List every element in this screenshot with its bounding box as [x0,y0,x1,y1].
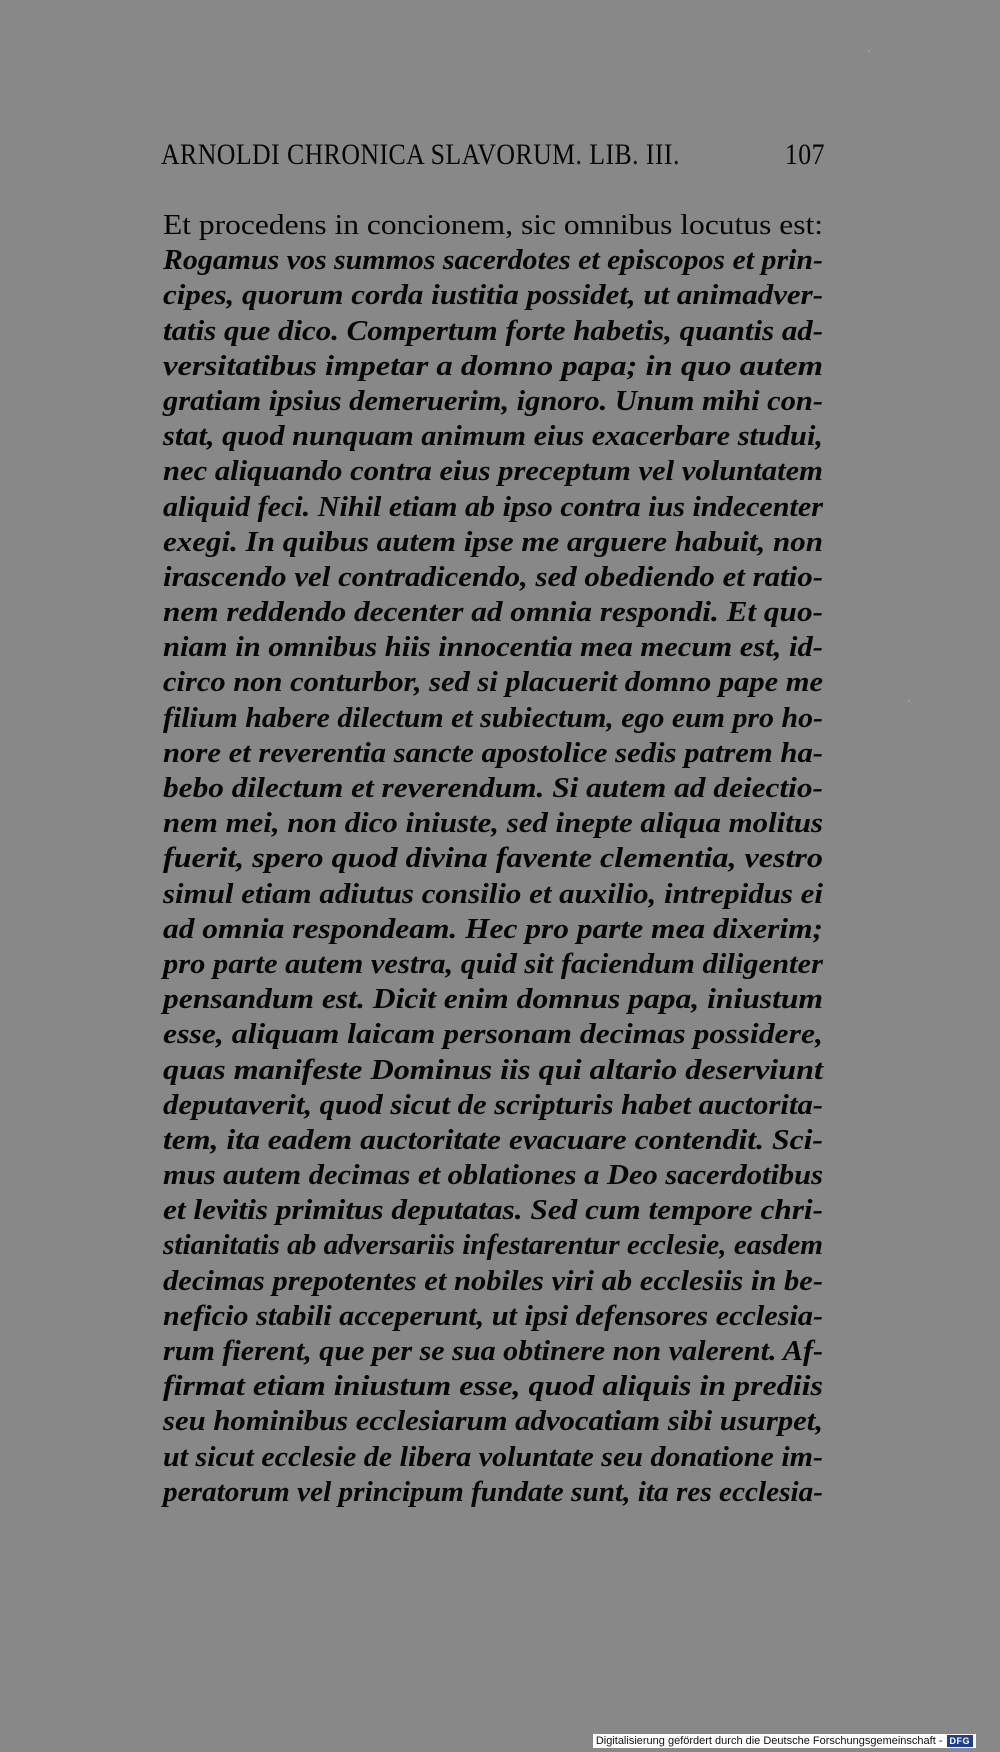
text-line [163,314,823,349]
text-line-content: deputaverit, quod sicut de scripturis habet auctorita- [163,1089,823,1121]
text-line [163,1369,823,1404]
text-line [163,349,823,384]
text-line-content: filium habere dilectum et subiectum, ego eum pro ho- [163,702,824,734]
text-line [163,490,823,525]
text-line-content: Et procedens in concionem, sic omnibus locutus est: [163,210,824,241]
dfg-logo: DFG [947,1735,974,1747]
text-line-content: decimas prepotentes et nobiles viri ab ecclesiis in be- [163,1265,823,1297]
text-line [163,560,823,595]
text-line-content: aliquid feci. Nihil etiam ab ipso contra ius indecenter [163,491,824,523]
text-line [163,877,823,912]
text-line-content: exegi. In quibus autem ipse me arguere habuit, non [163,526,823,558]
text-line [163,982,823,1017]
text-line-content: tem, ita eadem auctoritate evacuare contendit. Sci- [163,1124,823,1156]
text-line-content: nem mei, non dico iniuste, sed inepte aliqua molitus [163,808,823,840]
text-line-content: nec aliquando contra eius preceptum vel voluntatem [163,456,823,488]
text-line [163,771,823,806]
text-line [163,208,823,243]
text-line [163,1299,823,1334]
text-line [163,1123,823,1158]
text-line [163,630,823,665]
text-line [163,841,823,876]
text-line-content: tatis que dico. Compertum forte habetis, quantis ad- [163,315,823,347]
text-line-content: fuerit, spero quod divina favente clementia, vestro [163,843,823,875]
text-line-content: cipes, quorum corda iustitia possidet, ut animadver- [163,280,823,312]
text-line-content: nem reddendo decenter ad omnia respondi. Et quo- [163,597,823,629]
text-line-content: mus autem decimas et oblationes a Deo sacerdotibus [163,1160,823,1192]
text-line-content: irascendo vel contradicendo, sed obediendo et ratio- [163,561,823,593]
text-line-content: et levitis primitus deputatas. Sed cum tempore chri- [163,1195,823,1227]
text-line [163,1158,823,1193]
text-line [163,595,823,630]
scan-speck [908,700,910,702]
text-line [163,384,823,419]
text-line-content: niam in omnibus hiis innocentia mea mecum est, id- [163,632,823,664]
text-line-content: pensandum est. Dicit enim domnus papa, iniustum [163,984,823,1016]
text-line [163,947,823,982]
text-line [163,701,823,736]
running-head-title: ARNOLDI CHRONICA SLAVORUM. LIB. III. [161,138,680,171]
text-line-content: stat, quod nunquam animum eius exacerbare studui, [163,421,823,453]
text-line-content: rum fierent, que per se sua obtinere non valerent. Af- [163,1336,823,1367]
running-head [161,138,825,174]
text-line [163,665,823,700]
text-line-content: peratorum vel principum fundate sunt, ita res ecclesia- [163,1476,823,1508]
text-line-content: Rogamus vos summos sacerdotes et episcopos et prin- [163,245,823,277]
text-line-content: neficio stabili acceperunt, ut ipsi defensores ecclesia- [163,1300,824,1332]
text-line [163,1440,823,1475]
text-line-content: stianitatis ab adversariis infestarentur ecclesie, easdem [163,1230,823,1262]
text-line-content: circo non conturbor, sed si placuerit domno pape me [163,667,823,699]
text-line [163,1475,823,1510]
text-line [163,1088,823,1123]
text-line [163,419,823,454]
digitization-footer [593,1734,976,1748]
text-line [163,1264,823,1299]
text-line [163,1193,823,1228]
text-line [163,1334,823,1369]
body-text [163,208,823,1510]
page-number: 107 [784,138,825,171]
text-line-content: versitatibus impetar a domno papa; in quo autem [163,350,823,382]
text-line-content: nore et reverentia sancte apostolice sedis patrem ha- [163,737,823,769]
text-line-content: firmat etiam iniustum esse, quod aliquis in prediis [163,1371,823,1403]
text-line [163,1404,823,1439]
text-line-content: simul etiam adiutus consilio et auxilio, intrepidus ei [163,878,823,910]
text-line [163,278,823,313]
text-line [163,1053,823,1088]
text-line [163,736,823,771]
text-line [163,243,823,278]
text-line-content: esse, aliquam laicam personam decimas possidere, [163,1019,824,1051]
text-line [163,1228,823,1263]
text-line-content: gratiam ipsius demeruerim, ignoro. Unum mihi con- [163,385,823,417]
text-line-content: ad omnia respondeam. Hec pro parte mea dixerim; [163,913,823,945]
text-line [163,525,823,560]
text-line-content: seu hominibus ecclesiarum advocatiam sibi usurpet, [163,1406,823,1438]
footer-credit: Digitalisierung gefördert durch die Deutsche Forschungsgemeinschaft - [595,1735,943,1747]
text-line-content: bebo dilectum et reverendum. Si autem ad deiectio- [163,773,823,804]
scan-speck [868,50,870,52]
text-line [163,1017,823,1052]
text-line-content: quas manifeste Dominus iis qui altario deserviunt [163,1054,823,1086]
text-line [163,806,823,841]
text-line-content: pro parte autem vestra, quid sit faciendum diligenter [163,948,823,980]
text-line-content: ut sicut ecclesie de libera voluntate seu donatione im- [163,1441,823,1473]
text-line [163,454,823,489]
text-line [163,912,823,947]
